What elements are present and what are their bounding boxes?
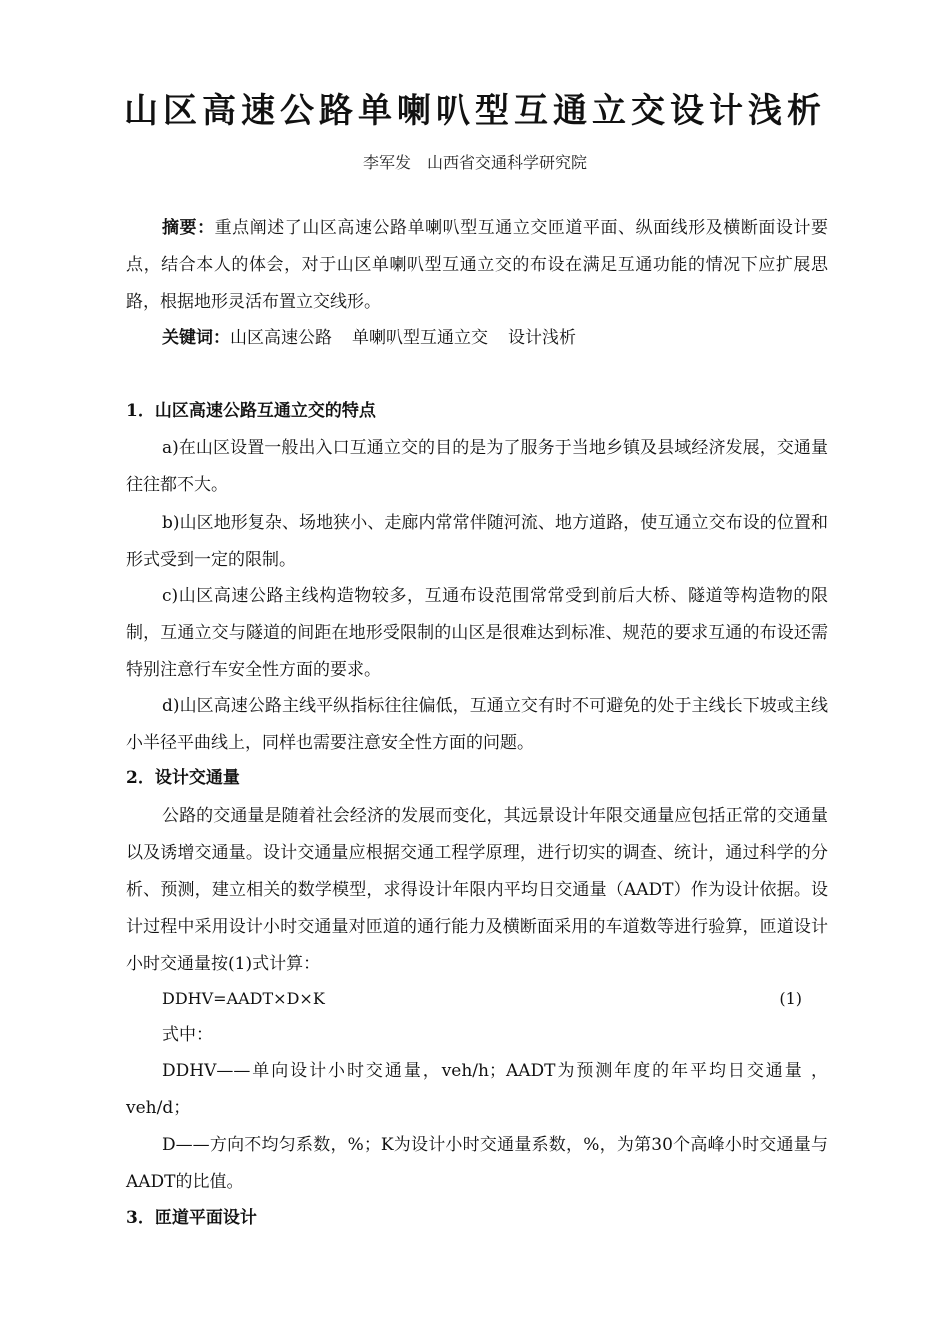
keyword-item: 设计浅析: [508, 328, 576, 348]
author-line: [0, 150, 950, 176]
formula-line: [162, 980, 802, 1017]
section-1-para-d: d)山区高速公路主线平纵指标往往偏低，互通立交有时不可避免的处于主线长下坡或主线小半径平曲线上，同样也需要注意安全性方面的问题。: [126, 696, 828, 753]
formula-where: 式中：: [162, 1025, 213, 1045]
formula-definition-2: D——方向不均匀系数，%；K为设计小时交通量系数，%，为第30个高峰小时交通量与AADT的比值。: [126, 1135, 828, 1192]
section-2-heading: 2．设计交通量: [126, 768, 240, 788]
keyword-item: 山区高速公路: [230, 328, 332, 348]
section-1-heading: 1．山区高速公路互通立交的特点: [126, 401, 376, 421]
section-1-para-a: a)在山区设置一般出入口互通立交的目的是为了服务于当地乡镇及县域经济发展，交通量往往都不大。: [126, 438, 828, 495]
section-1-para-b: b)山区地形复杂、场地狭小、走廊内常常伴随河流、地方道路，使互通立交布设的位置和形式受到一定的限制。: [126, 513, 828, 570]
abstract: [126, 210, 828, 321]
section-3-heading: 3．匝道平面设计: [126, 1208, 257, 1228]
paper-title: 山区高速公路单喇叭型互通立交设计浅析: [124, 91, 826, 131]
author-affiliation: 山西省交通科学研究院: [427, 153, 588, 172]
abstract-text: 重点阐述了山区高速公路单喇叭型互通立交匝道平面、纵面线形及横断面设计要点，结合本人的体会，对于山区单喇叭型互通立交的布设在满足互通功能的情况下应扩展思路，根据地形灵活布置立交线形。: [126, 218, 829, 312]
formula-definition-1: DDHV——单向设计小时交通量，veh/h；AADT为预测年度的年平均日交通量 ，veh/d；: [126, 1061, 828, 1118]
formula-number: (1): [779, 989, 802, 1008]
formula: DDHV=AADT×D×K: [162, 989, 325, 1008]
keyword-item: 单喇叭型互通立交: [352, 328, 488, 348]
abstract-label: 摘要：: [162, 218, 215, 238]
author-name: 李军发: [362, 153, 411, 172]
keywords: [126, 320, 828, 357]
section-1-para-c: c)山区高速公路主线构造物较多，互通布设范围常常受到前后大桥、隧道等构造物的限制，互通立交与隧道的间距在地形受限制的山区是很难达到标准、规范的要求互通的布设还需特别注意行车安全性方面的要求。: [126, 586, 828, 680]
section-2-para: 公路的交通量是随着社会经济的发展而变化，其远景设计年限交通量应包括正常的交通量以及诱增交通量。设计交通量应根据交通工程学原理，进行切实的调查、统计，通过科学的分析、预测，建立相关的数学模型，求得设计年限内平均日交通量（AADT）作为设计依据。设计过程中采用设计小时交通量对匝道的通行能力及横断面采用的车道数等进行验算，匝道设计小时交通量按(1)式计算：: [126, 806, 828, 974]
keywords-label: 关键词：: [162, 328, 230, 348]
